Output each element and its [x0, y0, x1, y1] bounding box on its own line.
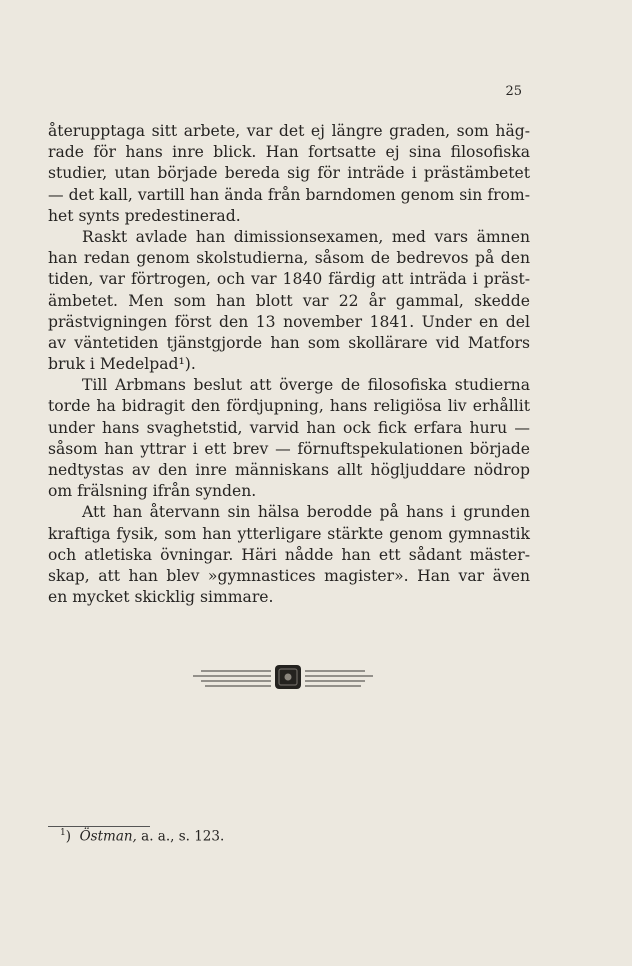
text-line: återupptaga sitt arbete, var det ej längre graden, som häg- [48, 122, 530, 140]
text-line: — det kall, vartill han ända från barndomen genom sin from- [48, 185, 530, 204]
text-line: tiden, var förtrogen, och var 1840 färdig att inträda i präst- [48, 270, 530, 289]
text-line: Raskt avlade han dimissionsexamen, med vars ämnen [82, 227, 530, 246]
footnote-source: Östman, [79, 828, 137, 845]
text-line: under hans svaghetstid, varvid han ock fick erfara huru — [48, 418, 530, 437]
text-line: och atletiska övningar. Häri nådde han ett sådant mäster- [48, 545, 530, 564]
text-line: bruk i Medelpad¹). [48, 355, 196, 374]
text-line: såsom han yttrar i ett brev — förnuftspekulationen började [48, 439, 530, 458]
footnote-marker: 1 [60, 828, 66, 838]
text-line: studier, utan började bereda sig för inträde i prästämbetet [48, 164, 530, 183]
text-line: Till Arbmans beslut att överge de filosofiska studierna [82, 376, 530, 395]
footnote-citation: a. a., s. 123. [141, 828, 225, 845]
text-line: han redan genom skolstudierna, såsom de bedrevos på den [48, 249, 530, 268]
footnote: $^1$) Östman, a. a., s. 123. [60, 828, 225, 845]
text-line: en mycket skicklig simmare. [48, 588, 274, 607]
text-line: ämbetet. Men som han blott var 22 år gammal, skedde [48, 291, 530, 310]
text-line: prästvigningen först den 13 november 1841. Under en del [48, 312, 530, 331]
body-text [48, 121, 530, 608]
text-line: Att han återvann sin hälsa berodde på hans i grunden [82, 503, 530, 522]
text-line: torde ha bidragit den fördjupning, hans religiösa liv erhållit [48, 397, 530, 416]
footnote-divider [48, 826, 150, 827]
text-line: kraftiga fysik, som han ytterligare stärkte genom gymnastik [48, 524, 530, 543]
text-line: rade för hans inre blick. Han fortsatte ej sina filosofiska [48, 143, 530, 162]
text-line: om frälsning ifrån synden. [48, 482, 257, 501]
text-line: av väntetiden tjänstgjorde han som skollärare vid Matfors [48, 333, 530, 352]
text-line: skap, att han blev »gymnastices magister». Han var även [48, 566, 530, 585]
page-number: 25 [505, 84, 522, 99]
text-line: nedtystas av den inre människans allt högljuddare nödrop [48, 461, 530, 479]
section-ornament [183, 662, 383, 692]
text-line: het synts predestinerad. [48, 206, 241, 225]
